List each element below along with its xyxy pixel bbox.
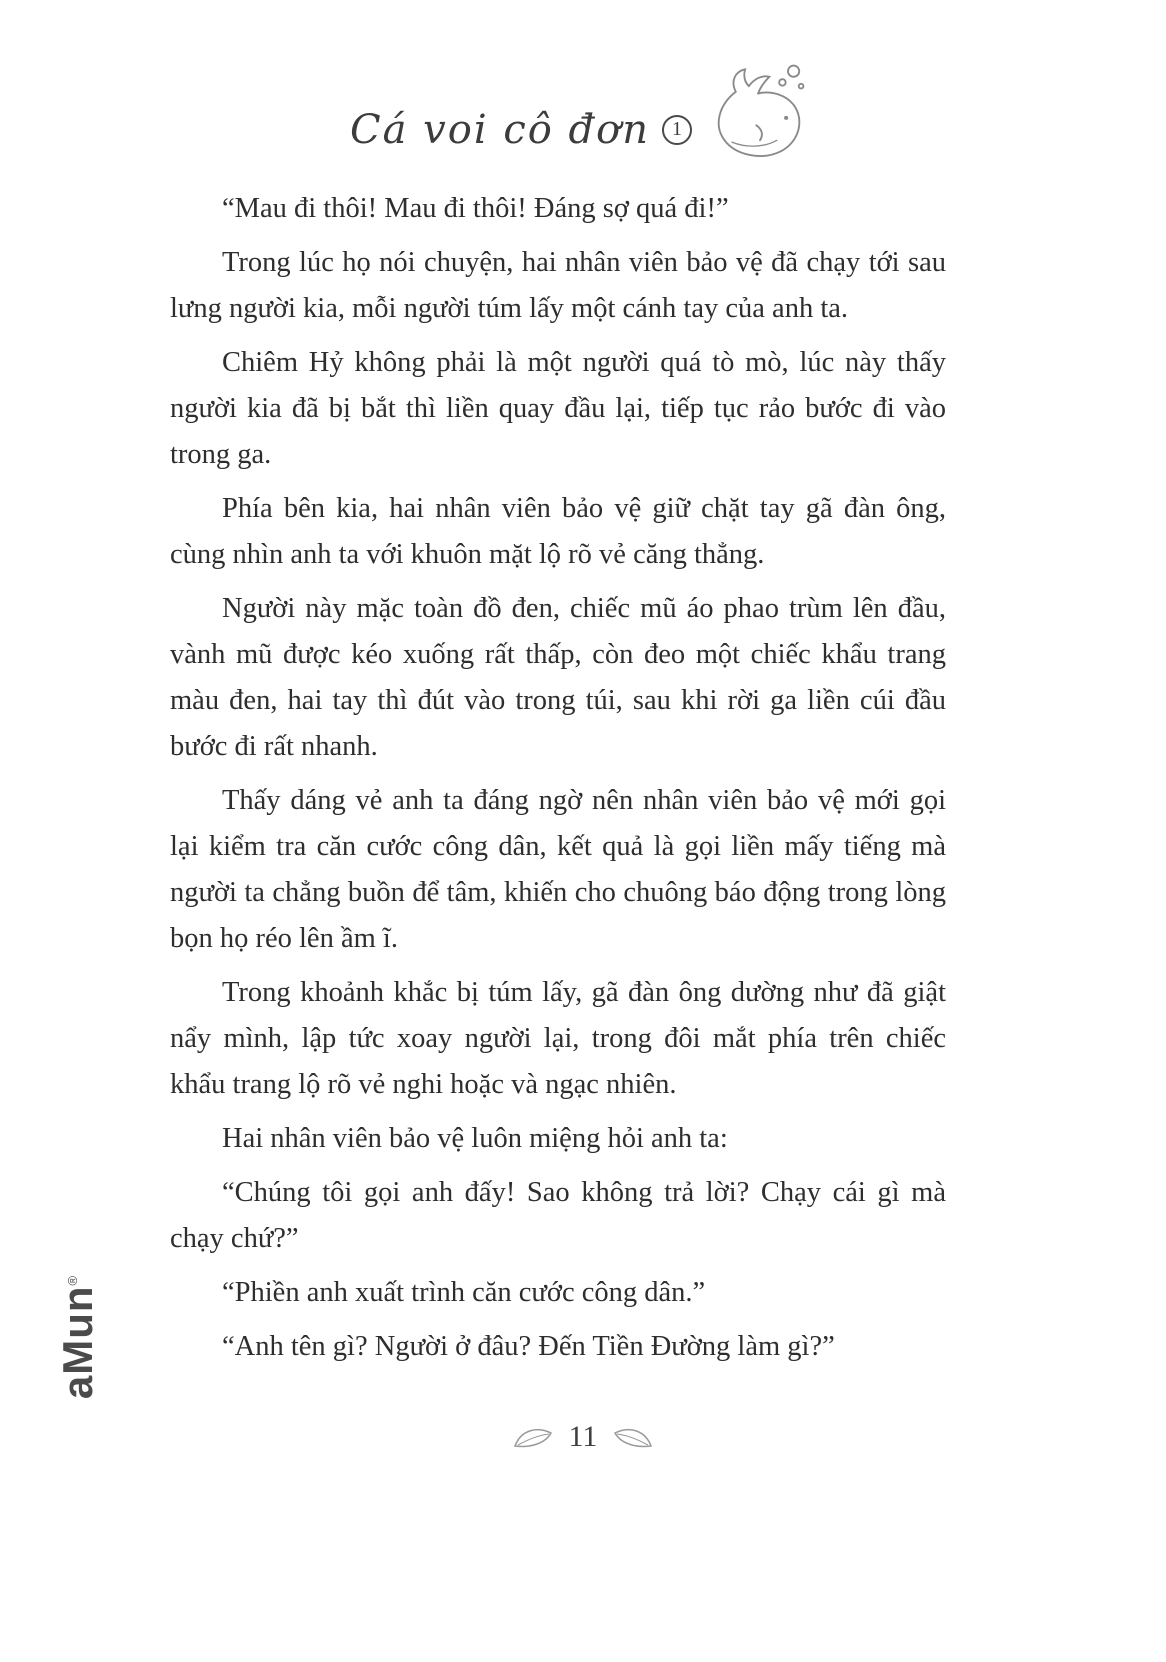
paragraph: “Anh tên gì? Người ở đâu? Đến Tiền Đường làm gì?” bbox=[222, 1331, 835, 1362]
paragraph: Người này mặc toàn đồ đen, chiếc mũ áo phao trùm lên đầu, vành mũ được kéo xuống rất thấp, còn đeo một chiếc khẩu trang màu đen, hai tay thì đút vào trong túi, sau khi rời ga liền cúi đầu bước đi rất nhanh. bbox=[170, 593, 946, 762]
paragraph: “Mau đi thôi! Mau đi thôi! Đáng sợ quá đi!” bbox=[222, 193, 729, 224]
registered-trademark-icon: ® bbox=[65, 1274, 80, 1286]
publisher-logo bbox=[54, 1275, 102, 1399]
leaf-right-icon bbox=[613, 1424, 653, 1450]
page-number: 11 bbox=[568, 1420, 598, 1453]
page-header bbox=[0, 58, 1166, 173]
page-content bbox=[170, 186, 946, 1378]
paragraph: Hai nhân viên bảo vệ luôn miệng hỏi anh ta: bbox=[222, 1123, 728, 1154]
whale-icon bbox=[704, 60, 816, 172]
page-footer bbox=[0, 1420, 1166, 1454]
publisher-logo-text: aMun bbox=[54, 1285, 101, 1400]
paragraph: Thấy dáng vẻ anh ta đáng ngờ nên nhân viên bảo vệ mới gọi lại kiểm tra căn cước công dân, kết quả là gọi liền mấy tiếng mà người ta chẳng buồn để tâm, khiến cho chuông báo động trong lòng bọn họ réo lên ầm ĩ. bbox=[170, 785, 946, 954]
paragraph: Chiêm Hỷ không phải là một người quá tò mò, lúc này thấy người kia đã bị bắt thì liền quay đầu lại, tiếp tục rảo bước đi vào trong ga. bbox=[170, 347, 946, 470]
paragraph: “Phiền anh xuất trình căn cước công dân.” bbox=[222, 1277, 706, 1308]
book-title: Cá voi cô đơn bbox=[349, 106, 650, 153]
paragraph: Trong khoảnh khắc bị túm lấy, gã đàn ông dường như đã giật nẩy mình, lập tức xoay người lại, trong đôi mắt phía trên chiếc khẩu trang lộ rõ vẻ nghi hoặc và ngạc nhiên. bbox=[170, 977, 946, 1100]
paragraph: Phía bên kia, hai nhân viên bảo vệ giữ chặt tay gã đàn ông, cùng nhìn anh ta với khuôn mặt lộ rõ vẻ căng thẳng. bbox=[170, 493, 946, 570]
paragraph: “Chúng tôi gọi anh đấy! Sao không trả lời? Chạy cái gì mà chạy chứ?” bbox=[170, 1177, 946, 1254]
leaf-left-icon bbox=[513, 1424, 553, 1450]
chapter-number-badge: 1 bbox=[662, 115, 692, 145]
paragraph: Trong lúc họ nói chuyện, hai nhân viên bảo vệ đã chạy tới sau lưng người kia, mỗi người túm lấy một cánh tay của anh ta. bbox=[170, 247, 946, 324]
